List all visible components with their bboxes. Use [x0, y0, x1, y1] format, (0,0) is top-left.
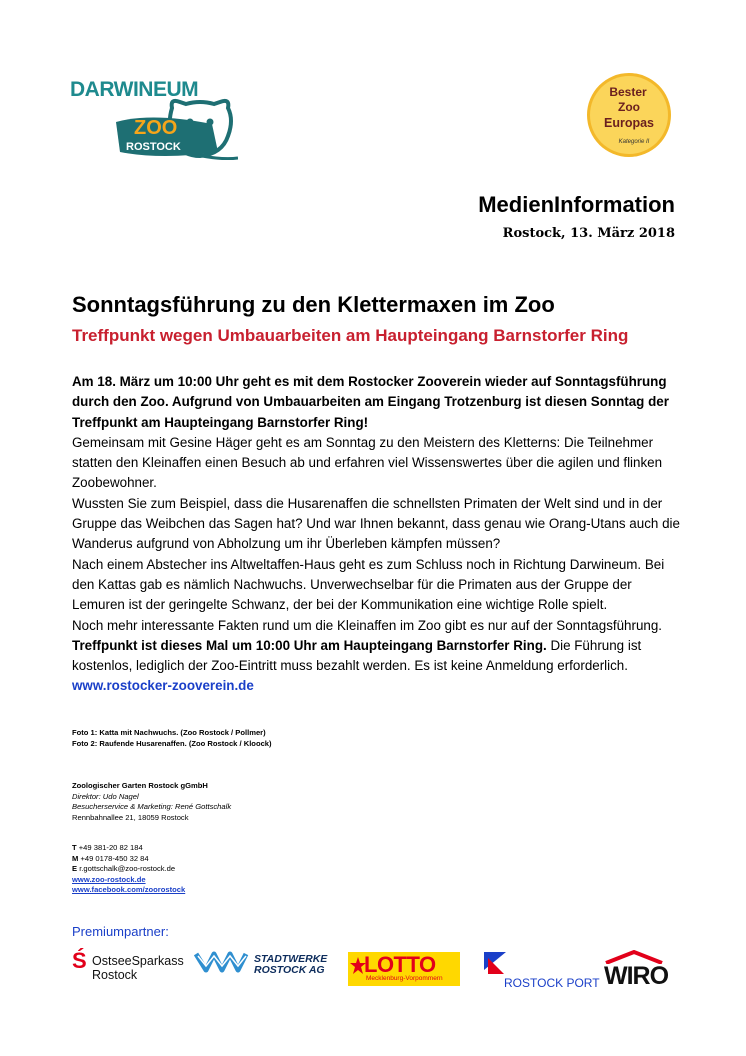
mobile-number: +49 0178-450 32 84 — [78, 853, 149, 863]
port-flag-icon — [482, 950, 508, 976]
zoo-text: ZOO — [134, 117, 178, 139]
best-zoo-badge — [586, 72, 672, 158]
body-paragraph: Nach einem Abstecher ins Altweltaffen-Haus geht es zum Schluss noch in Richtung Darwineum. Bei den Kattas gab es nämlich Nachwuchs. Unverwechselbar für die Primaten aus der Gruppe der Lemuren ist der geringelte Schwanz, der bei der Kommunikation eine wichtige Rolle spielt. — [72, 556, 665, 613]
director: Direktor: Udo Nagel — [72, 791, 139, 801]
lotto-wordmark: LOTTO — [364, 952, 436, 977]
phone-number: +49 381-20 82 184 — [76, 843, 143, 852]
photo-captions — [72, 728, 472, 749]
facebook-link[interactable]: www.facebook.com/zoorostock — [72, 885, 186, 894]
zoo-website-link[interactable]: www.zoo-rostock.de — [72, 874, 146, 884]
stadtwerke-logo — [194, 948, 326, 982]
rostock-text: ROSTOCK — [126, 141, 181, 153]
stadtwerke-wave-icon — [194, 948, 254, 978]
lead-paragraph: Am 18. März um 10:00 Uhr geht es mit dem Rostocker Zooverein wieder auf Sonntagsführung durch den Zoo. Aufgrund von Umbauarbeiten am Eingang Trotzenburg ist diesen Sonntag der Treffpunkt am Haupteingang Barnstorfer Ring! — [72, 374, 669, 430]
email-line: E r.gottschalk@zoo-rostock.de — [72, 864, 176, 873]
port-wordmark: ROSTOCK PORT — [504, 976, 600, 990]
badge-line3: Europas — [603, 116, 655, 130]
darwineum-wordmark: DARWINEUM — [70, 78, 199, 101]
wiro-logo — [602, 950, 668, 990]
document-date: Rostock, 13. März 2018 — [502, 226, 675, 241]
document-title: MedienInformation — [478, 192, 675, 217]
badge-line2: Zoo — [618, 100, 640, 114]
meeting-point-bold: Treffpunkt ist dieses Mal um 10:00 Uhr am Haupteingang Barnstorfer Ring. — [72, 637, 547, 653]
subheadline: Treffpunkt wegen Umbauarbeiten am Haupteingang Barnstorfer Ring — [72, 326, 629, 345]
body-paragraph: Wussten Sie zum Beispiel, dass die Husarenaffen die schnellsten Primaten der Welt sind und in der Gruppe das Weibchen das Sagen hat? Und war Ihnen bekannt, dass genau wie Orang-Utans auch die Wanderus aufgrund von Abholzung um ihr Überleben kämpfen müssen? — [72, 495, 680, 552]
zoo-rostock-logo — [66, 70, 240, 162]
contact-details — [72, 843, 472, 896]
body-paragraph: Gemeinsam mit Gesine Häger geht es am Sonntag zu den Meistern des Kletterns: Die Teilnehmer statten den Kleinaffen einen Besuch ab und erfahren viel Wissenswertes über die agilen und flinken Zoobewohner. — [72, 434, 663, 491]
email-address: r.gottschalk@zoo-rostock.de — [77, 864, 176, 873]
zooverein-link[interactable]: www.rostocker-zooverein.de — [72, 678, 254, 694]
visitor-service: Besucherservice & Marketing: René Gottschalk — [72, 802, 232, 811]
press-release-body — [72, 372, 682, 697]
badge-line4: Kategorie II — [618, 139, 650, 145]
stadtwerke-city: ROSTOCK AG — [254, 964, 325, 976]
zoo-rostock-badge — [112, 108, 224, 158]
headline: Sonntagsführung zu den Klettermaxen im Zoo — [72, 292, 555, 317]
stadtwerke-name: STADTWERKE — [254, 953, 328, 965]
wiro-wordmark: WIRO — [604, 962, 669, 990]
photo-caption: Foto 2: Raufende Husarenaffen. (Zoo Rostock / Kloock) — [72, 738, 272, 748]
sparkasse-name: OstseeSparkass — [92, 954, 184, 968]
mobile-line: M +49 0178-450 32 84 — [72, 853, 149, 863]
rostock-port-logo — [482, 950, 600, 992]
partners-label: Premiumpartner: — [72, 924, 169, 939]
sparkasse-city: Rostock — [92, 968, 138, 982]
meeting-point-paragraph — [72, 636, 682, 677]
lotto-logo — [348, 952, 460, 986]
contact-block — [72, 781, 472, 823]
body-paragraph: Noch mehr interessante Fakten rund um die Kleinaffen im Zoo gibt es nur auf der Sonntagsführung. — [72, 617, 663, 633]
phone-line: T +49 381-20 82 184 — [72, 843, 143, 852]
address: Rennbahnallee 21, 18059 Rostock — [72, 812, 189, 822]
sparkasse-icon: Ś — [72, 948, 87, 973]
lotto-region: Mecklenburg-Vorpommern — [366, 975, 443, 982]
company-name: Zoologischer Garten Rostock gGmbH — [72, 781, 208, 790]
badge-line1: Bester — [609, 85, 647, 99]
photo-caption: Foto 1: Katta mit Nachwuchs. (Zoo Rostock / Pollmer) — [72, 728, 266, 737]
meeting-point-rest: Die Führung ist kostenlos, lediglich der Zoo-Eintritt muss bezahlt werden. Es ist keine Anmeldung erforderlich. — [72, 637, 642, 674]
sparkasse-logo — [72, 950, 190, 984]
